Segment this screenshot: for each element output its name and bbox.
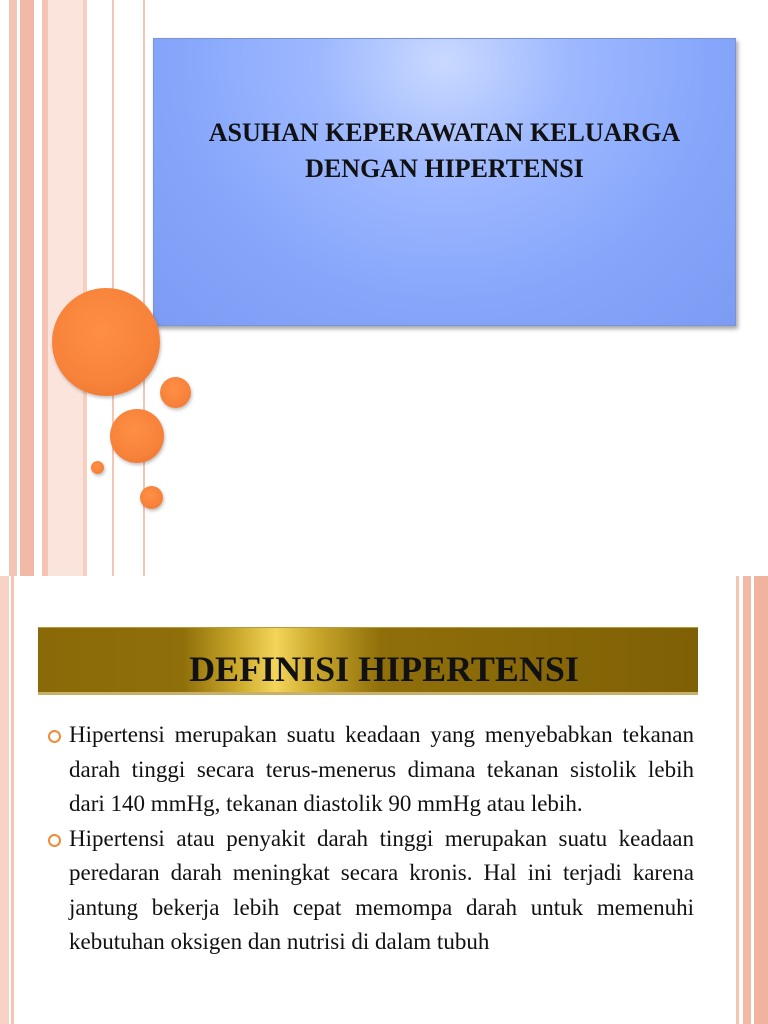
decorative-stripe <box>11 576 14 1024</box>
decorative-circle-small <box>160 377 191 408</box>
decorative-stripe <box>743 576 751 1024</box>
decorative-stripe <box>34 0 42 576</box>
definition-slide <box>0 576 768 1024</box>
slide-heading: DEFINISI HIPERTENSI <box>189 649 579 689</box>
title-line-1: ASUHAN KEPERAWATAN KELUARGA <box>208 118 681 147</box>
title-line-2: DENGAN HIPERTENSI <box>305 154 584 183</box>
decorative-stripe <box>48 0 83 576</box>
title-box <box>153 38 736 326</box>
decorative-circle-small <box>140 486 163 509</box>
bullet-list <box>48 718 694 960</box>
decorative-stripe <box>83 0 87 576</box>
circle-outline-icon <box>48 834 61 847</box>
decorative-stripe <box>0 0 9 576</box>
list-item <box>48 822 694 960</box>
list-item <box>48 718 694 822</box>
decorative-circle-medium <box>110 409 164 463</box>
decorative-stripe <box>754 576 768 1024</box>
decorative-stripe <box>9 0 17 576</box>
decorative-stripe <box>0 576 9 1024</box>
slide-title <box>209 115 680 187</box>
decorative-circle-large <box>52 288 160 396</box>
decorative-stripe <box>20 0 34 576</box>
bullet-text: Hipertensi merupakan suatu keadaan yang menyebabkan tekanan darah tinggi secara terus-menerus dimana tekanan sistolik lebih dari 140 mmHg, tekanan diastolik 90 mmHg atau lebih. <box>69 722 694 816</box>
circle-outline-icon <box>48 730 61 743</box>
decorative-circle-tiny <box>91 461 104 474</box>
bullet-text: Hipertensi atau penyakit darah tinggi merupakan suatu keadaan peredaran darah meningkat secara kronis. Hal ini terjadi karena jantung bekerja lebih cepat memompa darah untuk memenuhi kebutuhan oksigen dan nutrisi di dalam tubuh <box>69 825 694 954</box>
